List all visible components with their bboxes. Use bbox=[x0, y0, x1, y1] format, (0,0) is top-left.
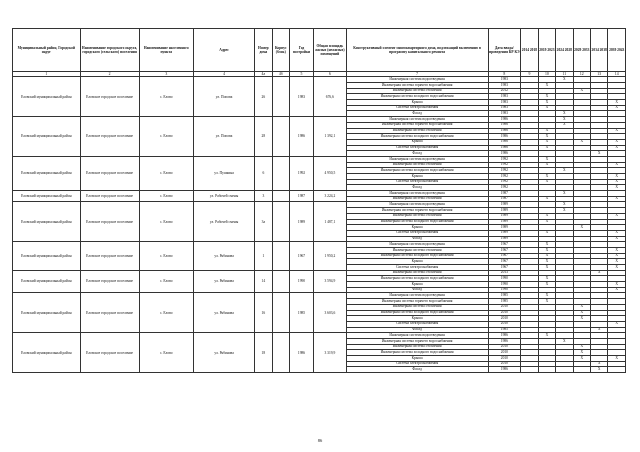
date-cell: 1986 bbox=[488, 145, 521, 151]
house-number-cell: 3 bbox=[255, 191, 272, 202]
period-mark-cell: X bbox=[556, 338, 573, 344]
date-cell: 1986 bbox=[488, 134, 521, 140]
settlement-cell: Еловское городское поселение bbox=[80, 270, 139, 293]
district-cell: Еловский муниципальный район bbox=[13, 293, 81, 333]
element-name-cell: Инженерная система отопления bbox=[346, 344, 488, 350]
date-cell: 1987 bbox=[488, 191, 521, 197]
date-cell: 1992 bbox=[488, 179, 521, 185]
date-cell: 1990 bbox=[488, 282, 521, 288]
column-number: 6 bbox=[313, 72, 346, 77]
element-name-cell: Инженерная система водоотведения bbox=[346, 156, 488, 162]
period-mark-cell: X bbox=[608, 356, 626, 362]
area-cell: 3 603,6 bbox=[313, 293, 346, 333]
period-mark-cell: X bbox=[608, 282, 626, 288]
period-mark-cell bbox=[573, 367, 590, 373]
header-cell: Муниципальный район, Городской округ bbox=[13, 29, 81, 72]
district-cell: Еловский муниципальный район bbox=[13, 77, 81, 117]
date-cell: 1983 bbox=[488, 94, 521, 100]
column-number: 4 bbox=[194, 72, 255, 77]
period-mark-cell: X bbox=[608, 145, 626, 151]
period-mark-cell bbox=[538, 367, 555, 373]
document-page bbox=[12, 28, 626, 373]
period-mark-cell: X bbox=[573, 310, 590, 316]
district-cell: Еловский муниципальный район bbox=[13, 270, 81, 293]
address-cell: ул. Попова bbox=[194, 117, 255, 157]
area-cell: 3 594,9 bbox=[313, 270, 346, 293]
date-cell: 1992 bbox=[488, 185, 521, 191]
element-name-cell: Инженерная система отопления bbox=[346, 213, 488, 219]
period-mark-cell: X bbox=[538, 333, 555, 339]
period-mark-cell: X bbox=[608, 253, 626, 259]
address-cell: ул. Рябинова bbox=[194, 293, 255, 333]
header-cell: Корпус (блок) bbox=[272, 29, 289, 72]
date-cell: 1967 bbox=[488, 253, 521, 259]
period-mark-cell: X bbox=[608, 247, 626, 253]
element-name-cell: Система электроснабжения bbox=[346, 105, 488, 111]
header-cell: Номер дома bbox=[255, 29, 272, 72]
element-name-cell: Инженерная система отопления bbox=[346, 162, 488, 168]
element-name-cell: Инженерная система холодного водоснабжения bbox=[346, 134, 488, 140]
settlement-cell: Еловское городское поселение bbox=[80, 117, 139, 157]
period-mark-cell: X bbox=[608, 185, 626, 191]
block-cell bbox=[272, 117, 289, 157]
element-name-cell: Инженерная система горячего водоснабжения bbox=[346, 299, 488, 305]
date-cell: 1983 bbox=[488, 77, 521, 83]
area-cell: 1 487,1 bbox=[313, 202, 346, 242]
header-cell: Год постройки bbox=[290, 29, 314, 72]
element-name-cell: Инженерная система отопления bbox=[346, 128, 488, 134]
build-year-cell: 1990 bbox=[290, 270, 314, 293]
capital-repair-table bbox=[12, 28, 626, 373]
element-name-cell: Инженерная система водоотведения bbox=[346, 77, 488, 83]
column-number: 1 bbox=[13, 72, 81, 77]
date-cell: 1989 bbox=[488, 236, 521, 242]
date-cell: 1986 bbox=[488, 151, 521, 157]
date-cell: 1986 bbox=[488, 122, 521, 128]
element-name-cell: Фасад bbox=[346, 111, 488, 117]
address-cell: ул. Рябинова bbox=[194, 333, 255, 373]
period-mark-cell: X bbox=[590, 151, 607, 157]
date-cell: 2010 bbox=[488, 350, 521, 356]
element-name-cell: Инженерная система холодного водоснабжения bbox=[346, 253, 488, 259]
period-mark-cell: X bbox=[573, 350, 590, 356]
header-cell: Адрес bbox=[194, 29, 255, 72]
column-number: 13 bbox=[590, 72, 607, 77]
period-mark-cell: X bbox=[590, 367, 607, 373]
date-cell: 1983 bbox=[488, 105, 521, 111]
period-mark-cell: X bbox=[538, 276, 555, 282]
element-name-cell: Инженерная система горячего водоснабжения bbox=[346, 338, 488, 344]
element-name-cell: Система электроснабжения bbox=[346, 361, 488, 367]
element-name-cell: Инженерная система холодного водоснабжения bbox=[346, 219, 488, 225]
period-mark-cell: X bbox=[608, 321, 626, 327]
header-cell: 2029 2033 bbox=[573, 29, 590, 72]
date-cell: 1985 bbox=[488, 293, 521, 299]
period-mark-cell: X bbox=[608, 105, 626, 111]
period-mark-cell: X bbox=[608, 230, 626, 236]
period-mark-cell: X bbox=[573, 139, 590, 145]
element-name-cell: Инженерная система отопления bbox=[346, 88, 488, 94]
column-number: 8 bbox=[488, 72, 521, 77]
element-name-cell: Система электроснабжения bbox=[346, 230, 488, 236]
period-mark-cell: X bbox=[556, 202, 573, 208]
period-mark-cell: X bbox=[538, 174, 555, 180]
period-mark-cell: X bbox=[538, 213, 555, 219]
house-number-cell: 16 bbox=[255, 293, 272, 333]
period-mark-cell: X bbox=[608, 196, 626, 202]
build-year-cell: 1987 bbox=[290, 191, 314, 202]
period-mark-cell: X bbox=[538, 196, 555, 202]
settlement-cell: Еловское городское поселение bbox=[80, 156, 139, 190]
element-name-cell: Крыша bbox=[346, 259, 488, 265]
period-mark-cell: X bbox=[538, 253, 555, 259]
header-cell: Конструктивный элемент многоквартирного дома, подлежащий включению в программу капитального ремонта bbox=[346, 29, 488, 72]
period-mark-cell: X bbox=[573, 225, 590, 231]
date-cell: 1992 bbox=[488, 168, 521, 174]
build-year-cell: 1983 bbox=[290, 77, 314, 117]
element-name-cell: Крыша bbox=[346, 356, 488, 362]
element-name-cell: Фасад bbox=[346, 151, 488, 157]
column-number: 11 bbox=[556, 72, 573, 77]
period-mark-cell: X bbox=[608, 179, 626, 185]
period-mark-cell: X bbox=[538, 134, 555, 140]
header-cell: 2024 2028 bbox=[556, 29, 573, 72]
date-cell: 1985 bbox=[488, 299, 521, 305]
date-cell: 1990 bbox=[488, 276, 521, 282]
district-cell: Еловский муниципальный район bbox=[13, 156, 81, 190]
period-mark-cell: X bbox=[573, 304, 590, 310]
locality-cell: с. Елово bbox=[139, 202, 194, 242]
element-name-cell: Инженерная система водоотведения bbox=[346, 191, 488, 197]
period-mark-cell: X bbox=[608, 259, 626, 265]
period-mark-cell: X bbox=[608, 139, 626, 145]
address-cell: ул. Пушкина bbox=[194, 156, 255, 190]
build-year-cell: 1992 bbox=[290, 156, 314, 190]
area-cell: 3 224,2 bbox=[313, 191, 346, 202]
element-name-cell: Инженерная система холодного водоснабжения bbox=[346, 94, 488, 100]
element-name-cell: Крыша bbox=[346, 282, 488, 288]
period-mark-cell: X bbox=[538, 139, 555, 145]
block-cell bbox=[272, 191, 289, 202]
table-header bbox=[13, 29, 626, 77]
period-mark-cell: X bbox=[608, 265, 626, 271]
column-number: 4б bbox=[272, 72, 289, 77]
district-cell: Еловский муниципальный район bbox=[13, 117, 81, 157]
block-cell bbox=[272, 77, 289, 117]
period-mark-cell: X bbox=[556, 111, 573, 117]
element-name-cell: Инженерная система горячего водоснабжения bbox=[346, 208, 488, 214]
element-name-cell: Система электроснабжения bbox=[346, 265, 488, 271]
period-mark-cell bbox=[608, 367, 626, 373]
address-cell: ул. Рябинова bbox=[194, 270, 255, 293]
date-cell: 1989 bbox=[488, 202, 521, 208]
date-cell: 1987 bbox=[488, 196, 521, 202]
column-number: 4а bbox=[255, 72, 272, 77]
period-mark-cell: X bbox=[538, 179, 555, 185]
period-mark-cell: X bbox=[538, 156, 555, 162]
column-number: 3 bbox=[139, 72, 194, 77]
page-number: 86 bbox=[317, 438, 323, 443]
element-name-cell: Система электроснабжения bbox=[346, 145, 488, 151]
period-mark-cell: X bbox=[538, 128, 555, 134]
build-year-cell: 1986 bbox=[290, 117, 314, 157]
build-year-cell: 1985 bbox=[290, 293, 314, 333]
date-cell: 1989 bbox=[488, 225, 521, 231]
period-mark-cell: X bbox=[538, 145, 555, 151]
house-number-cell: 14 bbox=[255, 270, 272, 293]
period-mark-cell: X bbox=[608, 213, 626, 219]
settlement-cell: Еловское городское поселение bbox=[80, 242, 139, 270]
date-cell: 1986 bbox=[488, 117, 521, 123]
element-name-cell: Крыша bbox=[346, 225, 488, 231]
period-mark-cell bbox=[521, 367, 538, 373]
period-mark-cell: X bbox=[590, 270, 607, 276]
header-cell: Наименование городского округа, городского (сельского) поселения bbox=[80, 29, 139, 72]
house-number-cell: 6 bbox=[255, 156, 272, 190]
date-cell: 1967 bbox=[488, 242, 521, 248]
period-mark-cell: X bbox=[573, 356, 590, 362]
address-cell: ул. Рабочей смены bbox=[194, 202, 255, 242]
element-name-cell: Инженерная система холодного водоснабжения bbox=[346, 350, 488, 356]
date-cell: 1986 bbox=[488, 338, 521, 344]
date-cell: 2013 bbox=[488, 270, 521, 276]
period-mark-cell: X bbox=[538, 94, 555, 100]
locality-cell: с. Елово bbox=[139, 333, 194, 373]
header-cell: Общая площадь жилых (нежилых) помещений bbox=[313, 29, 346, 72]
period-mark-cell: X bbox=[538, 247, 555, 253]
period-mark-cell: X bbox=[590, 361, 607, 367]
element-name-cell: Инженерная система отопления bbox=[346, 196, 488, 202]
date-cell: 1967 bbox=[488, 247, 521, 253]
date-cell: 1986 bbox=[488, 367, 521, 373]
header-cell: Дата ввода/ проведения КР КЭ bbox=[488, 29, 521, 72]
period-mark-cell: X bbox=[556, 168, 573, 174]
date-cell: 1989 bbox=[488, 230, 521, 236]
element-name-cell: Крыша bbox=[346, 139, 488, 145]
build-year-cell: 1986 bbox=[290, 333, 314, 373]
period-mark-cell: X bbox=[608, 174, 626, 180]
column-number: 10 bbox=[538, 72, 555, 77]
element-name-cell: Крыша bbox=[346, 100, 488, 106]
locality-cell: с. Елово bbox=[139, 117, 194, 157]
column-number: 9 bbox=[521, 72, 538, 77]
period-mark-cell: X bbox=[538, 299, 555, 305]
date-cell: 2010 bbox=[488, 310, 521, 316]
column-number: 7 bbox=[346, 72, 488, 77]
date-cell: 1989 bbox=[488, 208, 521, 214]
period-mark-cell: X bbox=[573, 88, 590, 94]
period-mark-cell: X bbox=[538, 259, 555, 265]
element-name-cell: Фасад bbox=[346, 287, 488, 293]
date-cell: 2010 bbox=[488, 344, 521, 350]
block-cell bbox=[272, 293, 289, 333]
date-cell: 2010 bbox=[488, 304, 521, 310]
period-mark-cell: X bbox=[608, 287, 626, 293]
settlement-cell: Еловское городское поселение bbox=[80, 293, 139, 333]
period-mark-cell: X bbox=[538, 230, 555, 236]
element-name-cell: Крыша bbox=[346, 174, 488, 180]
period-mark-cell: X bbox=[573, 344, 590, 350]
header-cell: 2019 2023 bbox=[538, 29, 555, 72]
element-name-cell: Инженерная система холодного водоснабжения bbox=[346, 310, 488, 316]
district-cell: Еловский муниципальный район bbox=[13, 191, 81, 202]
date-cell: 1989 bbox=[488, 213, 521, 219]
block-cell bbox=[272, 270, 289, 293]
element-name-cell: Крыша bbox=[346, 316, 488, 322]
date-cell: 2010 bbox=[488, 361, 521, 367]
column-number: 2 bbox=[80, 72, 139, 77]
area-cell: 4 950,5 bbox=[313, 156, 346, 190]
date-cell: 1983 bbox=[488, 111, 521, 117]
date-cell: 1989 bbox=[488, 219, 521, 225]
settlement-cell: Еловское городское поселение bbox=[80, 202, 139, 242]
element-name-cell: Инженерная система водоотведения bbox=[346, 333, 488, 339]
date-cell: 1986 bbox=[488, 333, 521, 339]
date-cell: 1986 bbox=[488, 128, 521, 134]
date-cell: 2010 bbox=[488, 356, 521, 362]
date-cell: 1990 bbox=[488, 287, 521, 293]
address-cell: ул. Попова bbox=[194, 77, 255, 117]
address-cell: ул. Рябинова bbox=[194, 242, 255, 270]
element-name-cell: Система электроснабжения bbox=[346, 179, 488, 185]
period-mark-cell: X bbox=[538, 265, 555, 271]
date-cell: 1983 bbox=[488, 100, 521, 106]
element-name-cell: Фасад bbox=[346, 327, 488, 333]
period-mark-cell: X bbox=[608, 236, 626, 242]
district-cell: Еловский муниципальный район bbox=[13, 333, 81, 373]
date-cell: 1967 bbox=[488, 265, 521, 271]
locality-cell: с. Елово bbox=[139, 293, 194, 333]
period-mark-cell: X bbox=[556, 77, 573, 83]
table-body bbox=[13, 77, 626, 373]
period-mark-cell: X bbox=[538, 282, 555, 288]
period-mark-cell: X bbox=[608, 162, 626, 168]
locality-cell: с. Елово bbox=[139, 156, 194, 190]
block-cell bbox=[272, 202, 289, 242]
district-cell: Еловский муниципальный район bbox=[13, 202, 81, 242]
element-name-cell: Инженерная система горячего водоснабжения bbox=[346, 122, 488, 128]
column-number: 12 bbox=[573, 72, 590, 77]
date-cell: 2010 bbox=[488, 321, 521, 327]
period-mark-cell: X bbox=[538, 83, 555, 89]
house-number-cell: 26 bbox=[255, 77, 272, 117]
period-mark-cell: X bbox=[556, 191, 573, 197]
address-cell: ул. Рабочей смены bbox=[194, 191, 255, 202]
period-mark-cell: X bbox=[538, 293, 555, 299]
header-cell: 2034 2038 bbox=[590, 29, 607, 72]
settlement-cell: Еловское городское поселение bbox=[80, 77, 139, 117]
period-mark-cell: X bbox=[556, 208, 573, 214]
block-cell bbox=[272, 242, 289, 270]
date-cell: 1992 bbox=[488, 156, 521, 162]
date-cell: 2012 bbox=[488, 88, 521, 94]
period-mark-cell: X bbox=[538, 162, 555, 168]
period-mark-cell: X bbox=[538, 100, 555, 106]
element-name-cell: Инженерная система водоотведения bbox=[346, 293, 488, 299]
element-name-cell: Инженерная система горячего водоснабжения bbox=[346, 83, 488, 89]
period-mark-cell: X bbox=[538, 105, 555, 111]
locality-cell: с. Елово bbox=[139, 191, 194, 202]
settlement-cell: Еловское городское поселение bbox=[80, 191, 139, 202]
area-cell: 1 392,1 bbox=[313, 117, 346, 157]
period-mark-cell bbox=[556, 367, 573, 373]
period-mark-cell: X bbox=[608, 128, 626, 134]
date-cell: 1986 bbox=[488, 139, 521, 145]
header-cell: 2039 2043 bbox=[608, 29, 626, 72]
date-cell: 1992 bbox=[488, 162, 521, 168]
element-name-cell: Инженерная система водоотведения bbox=[346, 117, 488, 123]
date-cell: 1992 bbox=[488, 174, 521, 180]
locality-cell: с. Елово bbox=[139, 77, 194, 117]
element-name-cell: Фасад bbox=[346, 367, 488, 373]
header-cell: Наименование населенного пункта bbox=[139, 29, 194, 72]
block-cell bbox=[272, 156, 289, 190]
element-name-cell: Инженерная система холодного водоснабжения bbox=[346, 276, 488, 282]
element-name-cell: Инженерная система отопления bbox=[346, 247, 488, 253]
period-mark-cell: X bbox=[538, 242, 555, 248]
locality-cell: с. Елово bbox=[139, 270, 194, 293]
house-number-cell: 3а bbox=[255, 202, 272, 242]
house-number-cell: 28 bbox=[255, 117, 272, 157]
date-cell: 1967 bbox=[488, 259, 521, 265]
element-name-cell: Инженерная система водоотведения bbox=[346, 202, 488, 208]
period-mark-cell: X bbox=[538, 219, 555, 225]
settlement-cell: Еловское городское поселение bbox=[80, 333, 139, 373]
period-mark-cell: X bbox=[556, 117, 573, 123]
date-cell: 1985 bbox=[488, 327, 521, 333]
build-year-cell: 1967 bbox=[290, 242, 314, 270]
element-name-cell: Инженерная система холодного водоснабжения bbox=[346, 168, 488, 174]
date-cell: 2010 bbox=[488, 316, 521, 322]
area-cell: 1 950,2 bbox=[313, 242, 346, 270]
period-mark-cell: X bbox=[573, 316, 590, 322]
header-cell: 2014 2018 bbox=[521, 29, 538, 72]
date-cell: 1983 bbox=[488, 83, 521, 89]
locality-cell: с. Елово bbox=[139, 242, 194, 270]
element-name-cell: Система электроснабжения bbox=[346, 321, 488, 327]
element-name-cell: Инженерная система отопления bbox=[346, 304, 488, 310]
house-number-cell: 18 bbox=[255, 333, 272, 373]
period-mark-cell: X bbox=[590, 327, 607, 333]
column-number: 14 bbox=[608, 72, 626, 77]
element-name-cell: Фасад bbox=[346, 236, 488, 242]
element-name-cell: Инженерная система отопления bbox=[346, 270, 488, 276]
element-name-cell: Фасад bbox=[346, 185, 488, 191]
block-cell bbox=[272, 333, 289, 373]
element-name-cell: Инженерная система водоотведения bbox=[346, 242, 488, 248]
house-number-cell: 1 bbox=[255, 242, 272, 270]
area-cell: 676,6 bbox=[313, 77, 346, 117]
build-year-cell: 1989 bbox=[290, 202, 314, 242]
district-cell: Еловский муниципальный район bbox=[13, 242, 81, 270]
area-cell: 3 319,9 bbox=[313, 333, 346, 373]
period-mark-cell: X bbox=[556, 122, 573, 128]
period-mark-cell: X bbox=[608, 100, 626, 106]
column-number: 5 bbox=[290, 72, 314, 77]
